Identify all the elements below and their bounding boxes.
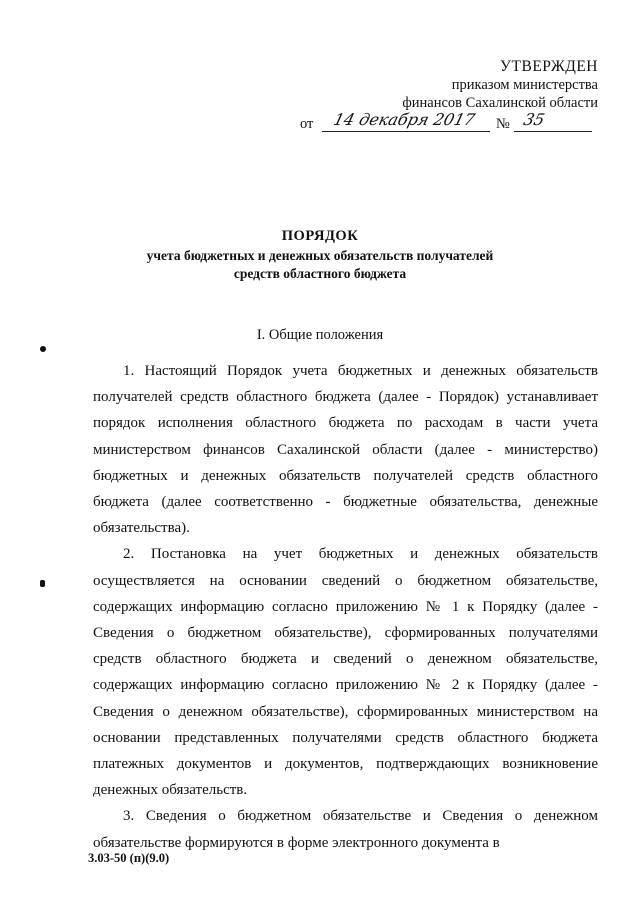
approval-block <box>402 58 598 112</box>
punch-mark <box>40 346 46 352</box>
approval-line-2: финансов Сахалинской области <box>402 95 598 111</box>
from-label: от <box>300 116 314 132</box>
document-code: 3.03-50 (п)(9.0) <box>88 851 170 865</box>
approval-title: УТВЕРЖДЕН <box>500 58 598 75</box>
paragraph-2: 2. Постановка на учет бюджетных и денежных обязательств осуществляется на основании сведений о бюджетном обязательстве, содержащих информацию согласно приложению № 1 к Порядку (далее - Сведения о бюджетном обязательстве), сформированных получателями средств областного бюджета и сведений о денежном обязательстве, содержащих информацию согласно приложению № 2 к Порядку (далее - Сведения о денежном обязательстве), сформированных министерством на основании представленных получателями средств областного бюджета платежных документов и документов, подтверждающих возникновение денежных обязательств. <box>93 546 598 799</box>
number-underline <box>514 131 592 132</box>
section-title: I. Общие положения <box>256 327 384 343</box>
document-subtitle-line-1: учета бюджетных и денежных обязательств получателей <box>146 248 494 263</box>
handwritten-number: 35 <box>521 110 547 129</box>
number-label: № <box>496 116 510 132</box>
paragraph-3: 3. Сведения о бюджетном обязательстве и Сведения о денежном обязательстве формируются в форме электронного документа в <box>93 808 598 851</box>
approval-date-number-row <box>300 110 600 136</box>
handwritten-date: 14 декабря 2017 <box>331 110 477 129</box>
approval-line-1: приказом министерства <box>451 77 598 93</box>
document-subtitle-line-2: средств областного бюджета <box>233 266 407 281</box>
paragraph-1: 1. Настоящий Порядок учета бюджетных и денежных обязательств получателей средств областного бюджета (далее - Порядок) устанавливает порядок исполнения областного бюджета по расходам в части учета министерством финансов Сахалинской области (далее - министерство) бюджетных и денежных обязательств получателей средств областного бюджета (далее соответственно - бюджетные обязательства, денежные обязательства). <box>93 363 598 537</box>
document-title: ПОРЯДОК <box>281 228 359 244</box>
punch-mark <box>40 580 45 587</box>
date-underline <box>322 131 490 132</box>
document-body <box>93 358 598 856</box>
